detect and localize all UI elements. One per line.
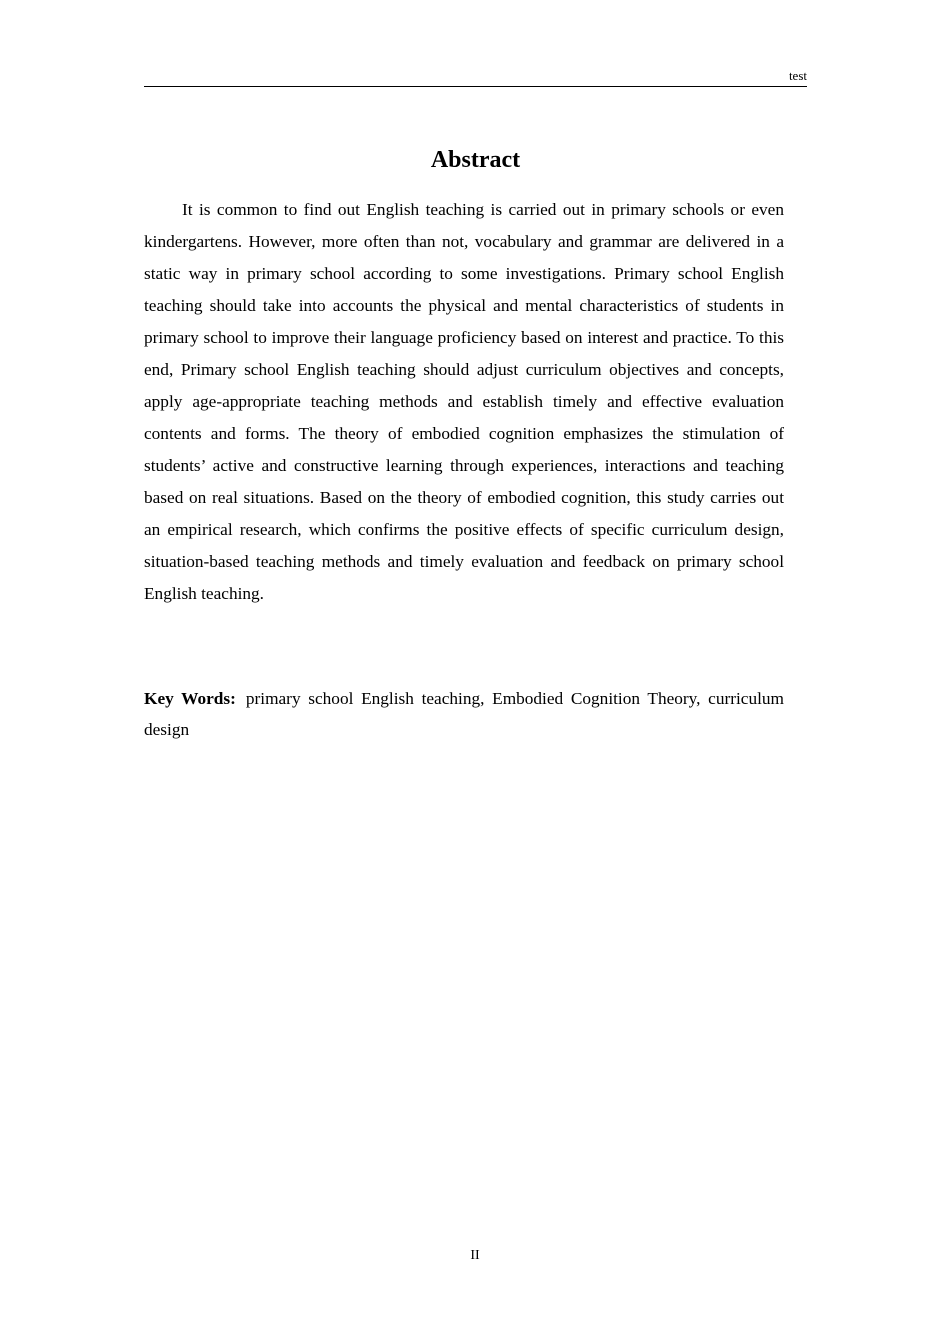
page-number: II xyxy=(470,1248,480,1263)
abstract-paragraph: It is common to find out English teaching is carried out in primary schools or even kindergartens. However, more often than not, vocabulary and grammar are delivered in a static way in primary school according to some investigations. Primary school English teaching should take into accounts the physical and mental characteristics of students in primary school to improve their language proficiency based on interest and practice. To this end, Primary school English teaching should adjust curriculum objectives and concepts, apply age-appropriate teaching methods and establish timely and effective evaluation contents and forms. The theory of embodied cognition emphasizes the stimulation of students’ active and constructive learning through experiences, interactions and teaching based on real situations. Based on the theory of embodied cognition, this study carries out an empirical research, which confirms the positive effects of specific curriculum design, situation-based teaching methods and timely evaluation and feedback on primary school English teaching. xyxy=(144,200,784,603)
keywords-line xyxy=(144,683,784,745)
header-text: test xyxy=(788,68,807,83)
keywords-text: primary school English teaching, Embodied Cognition Theory, curriculum design xyxy=(144,689,784,739)
keywords-label: Key Words: xyxy=(144,689,236,708)
page-header xyxy=(144,68,807,87)
abstract-title: Abstract xyxy=(430,147,521,173)
